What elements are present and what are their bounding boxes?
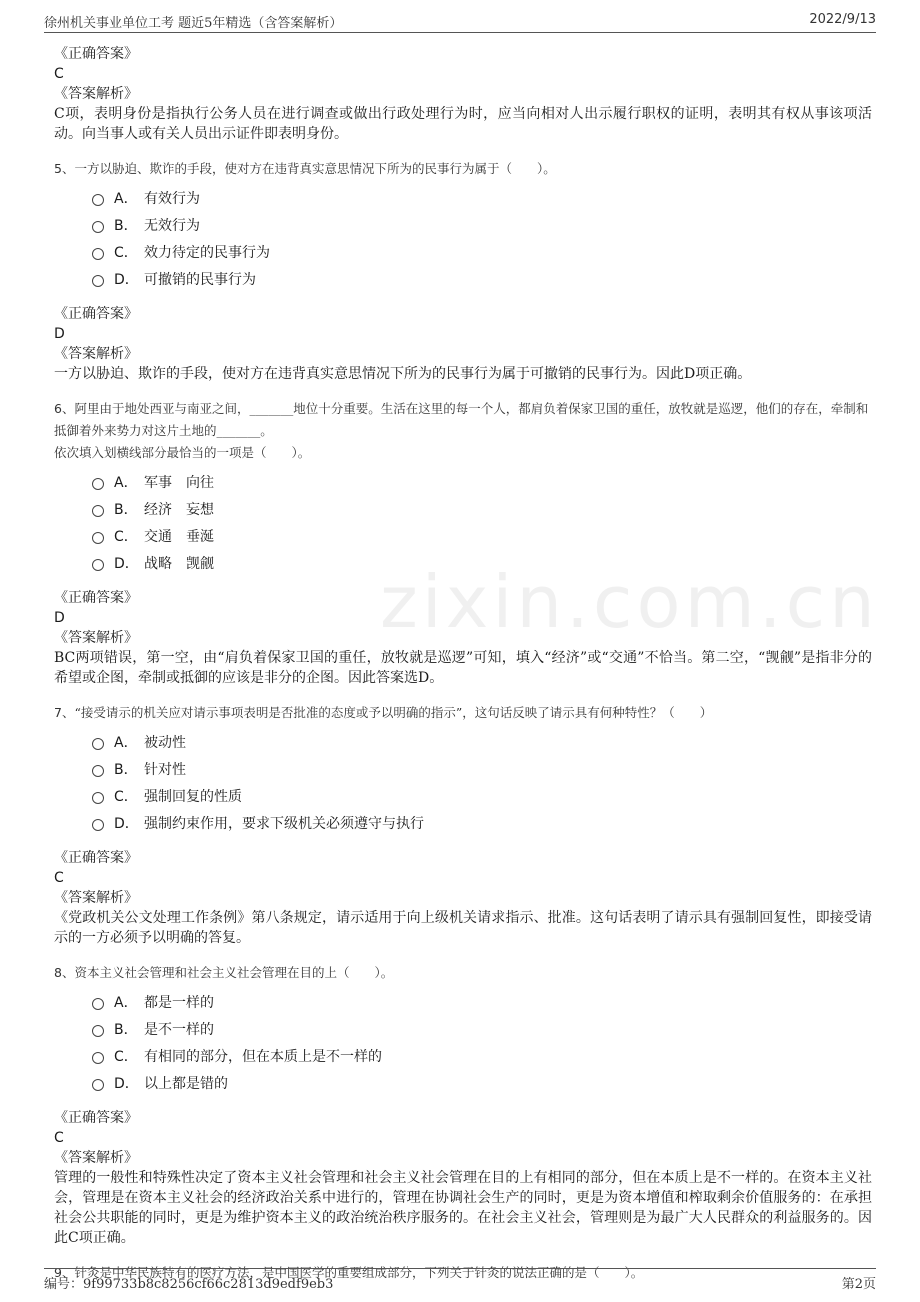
question-6 [54, 398, 872, 688]
options-list [92, 728, 872, 836]
option-c[interactable]: C． 交通 垂涎 [92, 522, 872, 549]
document-date: 2022/9/13 [809, 12, 876, 27]
analysis-label: 《答案解析》 [54, 1150, 138, 1166]
analysis-label: 《答案解析》 [54, 86, 138, 102]
option-d[interactable]: D． 以上都是错的 [92, 1069, 872, 1096]
analysis-label: 《答案解析》 [54, 346, 138, 362]
answer-label: 《正确答案》 [54, 590, 138, 606]
radio-button[interactable] [92, 194, 104, 206]
radio-button[interactable] [92, 792, 104, 804]
option-a[interactable]: A． 有效行为 [92, 184, 872, 211]
answer-label: 《正确答案》 [54, 46, 138, 62]
option-c[interactable]: C． 有相同的部分，但在本质上是不一样的 [92, 1042, 872, 1069]
question-instruction: 依次填入划横线部分最恰当的一项是（ ）。 [54, 445, 311, 460]
radio-button[interactable] [92, 1025, 104, 1037]
option-d[interactable]: D． 强制约束作用，要求下级机关必须遵守与执行 [92, 809, 872, 836]
document-title: 徐州机关事业单位工考 题近5年精选（含答案解析） [44, 16, 343, 31]
radio-button[interactable] [92, 819, 104, 831]
document-code: 编号：9f99733b8c8256cf66c2813d9edf9eb3 [44, 1277, 334, 1292]
question-5 [54, 158, 872, 384]
correct-answer: D [54, 610, 65, 626]
page-content [54, 44, 872, 1288]
radio-button[interactable] [92, 998, 104, 1010]
option-d[interactable]: D． 可撤销的民事行为 [92, 265, 872, 292]
page-number: 第2页 [841, 1277, 876, 1292]
option-b[interactable]: B． 经济 妄想 [92, 495, 872, 522]
analysis-text: 《党政机关公文处理工作条例》第八条规定，请示适用于向上级机关请求指示、批准。这句话表明了请示具有强制回复性，即接受请示的一方必须予以明确的答复。 [54, 910, 872, 946]
option-b[interactable]: B． 无效行为 [92, 211, 872, 238]
option-a[interactable]: A． 被动性 [92, 728, 872, 755]
radio-button[interactable] [92, 1079, 104, 1091]
analysis-label: 《答案解析》 [54, 890, 138, 906]
correct-answer: D [54, 326, 65, 342]
answer-label: 《正确答案》 [54, 306, 138, 322]
question-text: 5、一方以胁迫、欺诈的手段，使对方在违背真实意思情况下所为的民事行为属于（ ）。 [54, 161, 556, 176]
option-b[interactable]: B． 针对性 [92, 755, 872, 782]
analysis-label: 《答案解析》 [54, 630, 138, 646]
option-c[interactable]: C． 效力待定的民事行为 [92, 238, 872, 265]
option-b[interactable]: B． 是不一样的 [92, 1015, 872, 1042]
correct-answer: C [54, 66, 64, 82]
correct-answer: C [54, 870, 64, 886]
radio-button[interactable] [92, 532, 104, 544]
option-d[interactable]: D． 战略 觊觎 [92, 549, 872, 576]
radio-button[interactable] [92, 248, 104, 260]
option-a[interactable]: A． 都是一样的 [92, 988, 872, 1015]
radio-button[interactable] [92, 478, 104, 490]
question-text: 9、针灸是中华民族特有的医疗方法，是中国医学的重要组成部分，下列关于针灸的说法正确的是（ ）。 [54, 1265, 644, 1280]
page-footer [44, 1268, 876, 1291]
watermark: zixin.com.cn [380, 560, 879, 644]
radio-button[interactable] [92, 1052, 104, 1064]
question-text: 6、阿里由于地处西亚与南亚之间，_______地位十分重要。生活在这里的每一个人，都肩负着保家卫国的重任，放牧就是巡逻，他们的存在，牵制和抵御着外来势力对这片土地的_______。 [54, 401, 869, 438]
options-list [92, 184, 872, 292]
previous-answer-block [54, 44, 872, 144]
analysis-text: BC两项错误，第一空，由“肩负着保家卫国的重任，放牧就是巡逻”可知，填入“经济”或“交通”不恰当。第二空，“觊觎”是指非分的希望或企图，牵制或抵御的应该是非分的企图。因此答案选D。 [54, 650, 872, 686]
option-a[interactable]: A． 军事 向往 [92, 468, 872, 495]
page-header [44, 10, 876, 33]
radio-button[interactable] [92, 765, 104, 777]
analysis-text: 一方以胁迫、欺诈的手段，使对方在违背真实意思情况下所为的民事行为属于可撤销的民事行为。因此D项正确。 [54, 366, 752, 382]
question-text: 7、“接受请示的机关应对请示事项表明是否批准的态度或予以明确的指示”，这句话反映了请示具有何种特性？（ ） [54, 705, 713, 720]
radio-button[interactable] [92, 559, 104, 571]
option-c[interactable]: C． 强制回复的性质 [92, 782, 872, 809]
options-list [92, 988, 872, 1096]
radio-button[interactable] [92, 505, 104, 517]
question-7 [54, 702, 872, 948]
radio-button[interactable] [92, 221, 104, 233]
answer-label: 《正确答案》 [54, 850, 138, 866]
options-list [92, 468, 872, 576]
analysis-text: C项，表明身份是指执行公务人员在进行调查或做出行政处理行为时，应当向相对人出示履行职权的证明，表明其有权从事该项活动。向当事人或有关人员出示证件即表明身份。 [54, 106, 872, 142]
question-text: 8、资本主义社会管理和社会主义社会管理在目的上（ ）。 [54, 965, 394, 980]
radio-button[interactable] [92, 275, 104, 287]
correct-answer: C [54, 1130, 64, 1146]
question-8 [54, 962, 872, 1248]
radio-button[interactable] [92, 738, 104, 750]
analysis-text: 管理的一般性和特殊性决定了资本主义社会管理和社会主义社会管理在目的上有相同的部分，但在本质上是不一样的。在资本主义社会，管理是在资本主义社会的经济政治关系中进行的，管理在协调社会生产的同时，更是为资本增值和榨取剩余价值服务的：在承担社会公共职能的同时，更是为维护资本主义的政治统治秩序服务的。在社会主义社会，管理则是为最广大人民群众的利益服务的。因此C项正确。 [54, 1170, 872, 1246]
answer-label: 《正确答案》 [54, 1110, 138, 1126]
